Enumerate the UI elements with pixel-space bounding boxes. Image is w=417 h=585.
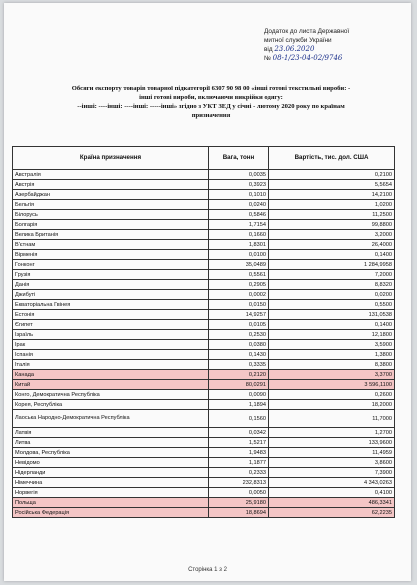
header-value: Вартість, тис. дол. США	[269, 147, 395, 170]
table-row	[13, 410, 395, 428]
cell-weight: 0,0342	[209, 428, 269, 438]
cell-value: 11,4959	[269, 448, 395, 458]
cell-weight: 0,0150	[209, 300, 269, 310]
cell-weight: 35,0489	[209, 260, 269, 270]
cell-weight: 1,9483	[209, 448, 269, 458]
cell-value: 0,0200	[269, 290, 395, 300]
cell-value: 18,2000	[269, 400, 395, 410]
cell-value: 0,1400	[269, 250, 395, 260]
table-row	[13, 370, 395, 380]
table-row	[13, 190, 395, 200]
document-page	[4, 3, 411, 581]
document-title	[22, 84, 400, 120]
cell-value: 7,3900	[269, 468, 395, 478]
cell-value: 5,5654	[269, 180, 395, 190]
cell-weight: 1,1894	[209, 400, 269, 410]
cell-value: 3,3700	[269, 370, 395, 380]
export-table	[12, 146, 395, 518]
cell-country: Російська Федерація	[13, 508, 209, 518]
table-row	[13, 478, 395, 488]
cell-weight: 232,8313	[209, 478, 269, 488]
cell-country: Конго, Демократична Республіка	[13, 390, 209, 400]
cell-weight: 0,1560	[209, 410, 269, 428]
cell-country: В'єтнам	[13, 240, 209, 250]
table-row	[13, 220, 395, 230]
cell-country: Китай	[13, 380, 209, 390]
table-row	[13, 270, 395, 280]
cell-country: Невідомо	[13, 458, 209, 468]
cell-country: Італія	[13, 360, 209, 370]
cell-country: Джибуті	[13, 290, 209, 300]
table-row	[13, 380, 395, 390]
note-number-prefix: №	[264, 55, 271, 62]
cell-weight: 0,0100	[209, 250, 269, 260]
table-row	[13, 200, 395, 210]
cell-country: Нідерланди	[13, 468, 209, 478]
table-row	[13, 508, 395, 518]
cell-country: Польща	[13, 498, 209, 508]
cell-value: 131,0538	[269, 310, 395, 320]
handwritten-date: 23.06.2020	[274, 45, 315, 53]
table-row	[13, 180, 395, 190]
table-row	[13, 400, 395, 410]
cell-weight: 80,0291	[209, 380, 269, 390]
cell-country: Іспанія	[13, 350, 209, 360]
table-header-row	[13, 147, 395, 170]
cell-weight: 0,5846	[209, 210, 269, 220]
cell-country: Білорусь	[13, 210, 209, 220]
table-row	[13, 448, 395, 458]
cell-value: 3,8600	[269, 458, 395, 468]
note-line-3	[264, 45, 409, 54]
table-row	[13, 260, 395, 270]
cell-weight: 0,5561	[209, 270, 269, 280]
table-row	[13, 320, 395, 330]
title-line-2: інші готові вироби, включаючи викрійки одягу:	[139, 94, 283, 101]
cell-weight: 0,2530	[209, 330, 269, 340]
cell-value: 62,2235	[269, 508, 395, 518]
table-row	[13, 340, 395, 350]
cell-weight: 18,8694	[209, 508, 269, 518]
table-row	[13, 330, 395, 340]
cell-country: Бельгія	[13, 200, 209, 210]
cell-weight: 0,3335	[209, 360, 269, 370]
table-row	[13, 280, 395, 290]
cell-country: Литва	[13, 438, 209, 448]
table-row	[13, 428, 395, 438]
cell-value: 8,3800	[269, 360, 395, 370]
table-row	[13, 300, 395, 310]
table-body	[13, 170, 395, 518]
cell-value: 3,5900	[269, 340, 395, 350]
cell-weight: 0,2120	[209, 370, 269, 380]
handwritten-number: 08-1/23-04-02/9746	[272, 54, 343, 62]
note-line-1: Додаток до листа Державної	[264, 28, 350, 35]
attachment-note	[264, 27, 409, 63]
table-row	[13, 360, 395, 370]
cell-value: 1,2700	[269, 428, 395, 438]
note-date-prefix: від	[264, 46, 273, 53]
cell-value: 99,8800	[269, 220, 395, 230]
cell-value: 26,4000	[269, 240, 395, 250]
cell-weight: 1,1877	[209, 458, 269, 468]
cell-weight: 0,0035	[209, 170, 269, 180]
cell-weight: 0,2905	[209, 280, 269, 290]
table-row	[13, 240, 395, 250]
cell-value: 0,2600	[269, 390, 395, 400]
cell-country: Велика Британія	[13, 230, 209, 240]
cell-country: Естонія	[13, 310, 209, 320]
cell-value: 11,7000	[269, 410, 395, 428]
cell-value: 1 284,9958	[269, 260, 395, 270]
cell-value: 11,2500	[269, 210, 395, 220]
cell-country: Канада	[13, 370, 209, 380]
cell-value: 1,0200	[269, 200, 395, 210]
note-line-4	[264, 54, 409, 63]
table-row	[13, 250, 395, 260]
cell-country: Ізраїль	[13, 330, 209, 340]
cell-weight: 14,9257	[209, 310, 269, 320]
cell-country: Норвегія	[13, 488, 209, 498]
cell-value: 4 343,0263	[269, 478, 395, 488]
cell-value: 12,1800	[269, 330, 395, 340]
table-row	[13, 438, 395, 448]
cell-value: 0,5500	[269, 300, 395, 310]
cell-country: Болгарія	[13, 220, 209, 230]
table-row	[13, 390, 395, 400]
cell-country: Екваторіальна Гвінея	[13, 300, 209, 310]
title-line-1: Обсяги експорту товарів товарної підкатегорії 6307 90 98 00 «інші готові текстильні вироби: -	[71, 85, 351, 92]
title-line-4: призначення	[191, 112, 231, 119]
cell-country: Австрія	[13, 180, 209, 190]
cell-country: Лаоська Народно-Демократична Республіка	[13, 410, 209, 428]
cell-value: 3 596,1100	[269, 380, 395, 390]
table-row	[13, 498, 395, 508]
cell-weight: 0,2333	[209, 468, 269, 478]
table-row	[13, 468, 395, 478]
cell-weight: 0,0380	[209, 340, 269, 350]
cell-value: 0,4100	[269, 488, 395, 498]
cell-country: Єгипет	[13, 320, 209, 330]
table-row	[13, 230, 395, 240]
page-number: Сторінка 1 з 2	[188, 567, 227, 573]
cell-weight: 1,7154	[209, 220, 269, 230]
header-country: Країна призначення	[13, 147, 209, 170]
table-row	[13, 350, 395, 360]
cell-value: 3,2000	[269, 230, 395, 240]
header-weight: Вага, тонн	[209, 147, 269, 170]
cell-value: 0,2100	[269, 170, 395, 180]
cell-country: Вірменія	[13, 250, 209, 260]
cell-weight: 1,5217	[209, 438, 269, 448]
cell-weight: 25,9180	[209, 498, 269, 508]
cell-country: Німеччина	[13, 478, 209, 488]
table-row	[13, 170, 395, 180]
cell-country: Данія	[13, 280, 209, 290]
cell-value: 486,3341	[269, 498, 395, 508]
note-line-2: митної служби України	[264, 37, 332, 44]
cell-value: 133,9600	[269, 438, 395, 448]
cell-weight: 0,0090	[209, 390, 269, 400]
cell-country: Грузія	[13, 270, 209, 280]
table-row	[13, 290, 395, 300]
cell-country: Азербайджан	[13, 190, 209, 200]
cell-country: Гонконг	[13, 260, 209, 270]
cell-weight: 0,1660	[209, 230, 269, 240]
cell-country: Австралія	[13, 170, 209, 180]
cell-value: 1,3800	[269, 350, 395, 360]
cell-weight: 0,1010	[209, 190, 269, 200]
title-line-3: --інші: ----інші: ----інші: -----інші» згідно з УКТ ЗЕД у січні - лютому 2020 року по країнам	[77, 103, 345, 110]
cell-weight: 0,0050	[209, 488, 269, 498]
table-row	[13, 210, 395, 220]
table-row	[13, 458, 395, 468]
cell-country: Ірак	[13, 340, 209, 350]
cell-weight: 0,3923	[209, 180, 269, 190]
cell-weight: 0,1430	[209, 350, 269, 360]
cell-value: 14,2100	[269, 190, 395, 200]
cell-weight: 0,0002	[209, 290, 269, 300]
cell-value: 8,8320	[269, 280, 395, 290]
table-row	[13, 488, 395, 498]
cell-country: Молдова, Республіка	[13, 448, 209, 458]
cell-country: Латвія	[13, 428, 209, 438]
cell-weight: 1,8301	[209, 240, 269, 250]
table-row	[13, 310, 395, 320]
cell-country: Корея, Республіка	[13, 400, 209, 410]
cell-value: 7,2000	[269, 270, 395, 280]
cell-value: 0,1400	[269, 320, 395, 330]
cell-weight: 0,0240	[209, 200, 269, 210]
cell-weight: 0,0105	[209, 320, 269, 330]
